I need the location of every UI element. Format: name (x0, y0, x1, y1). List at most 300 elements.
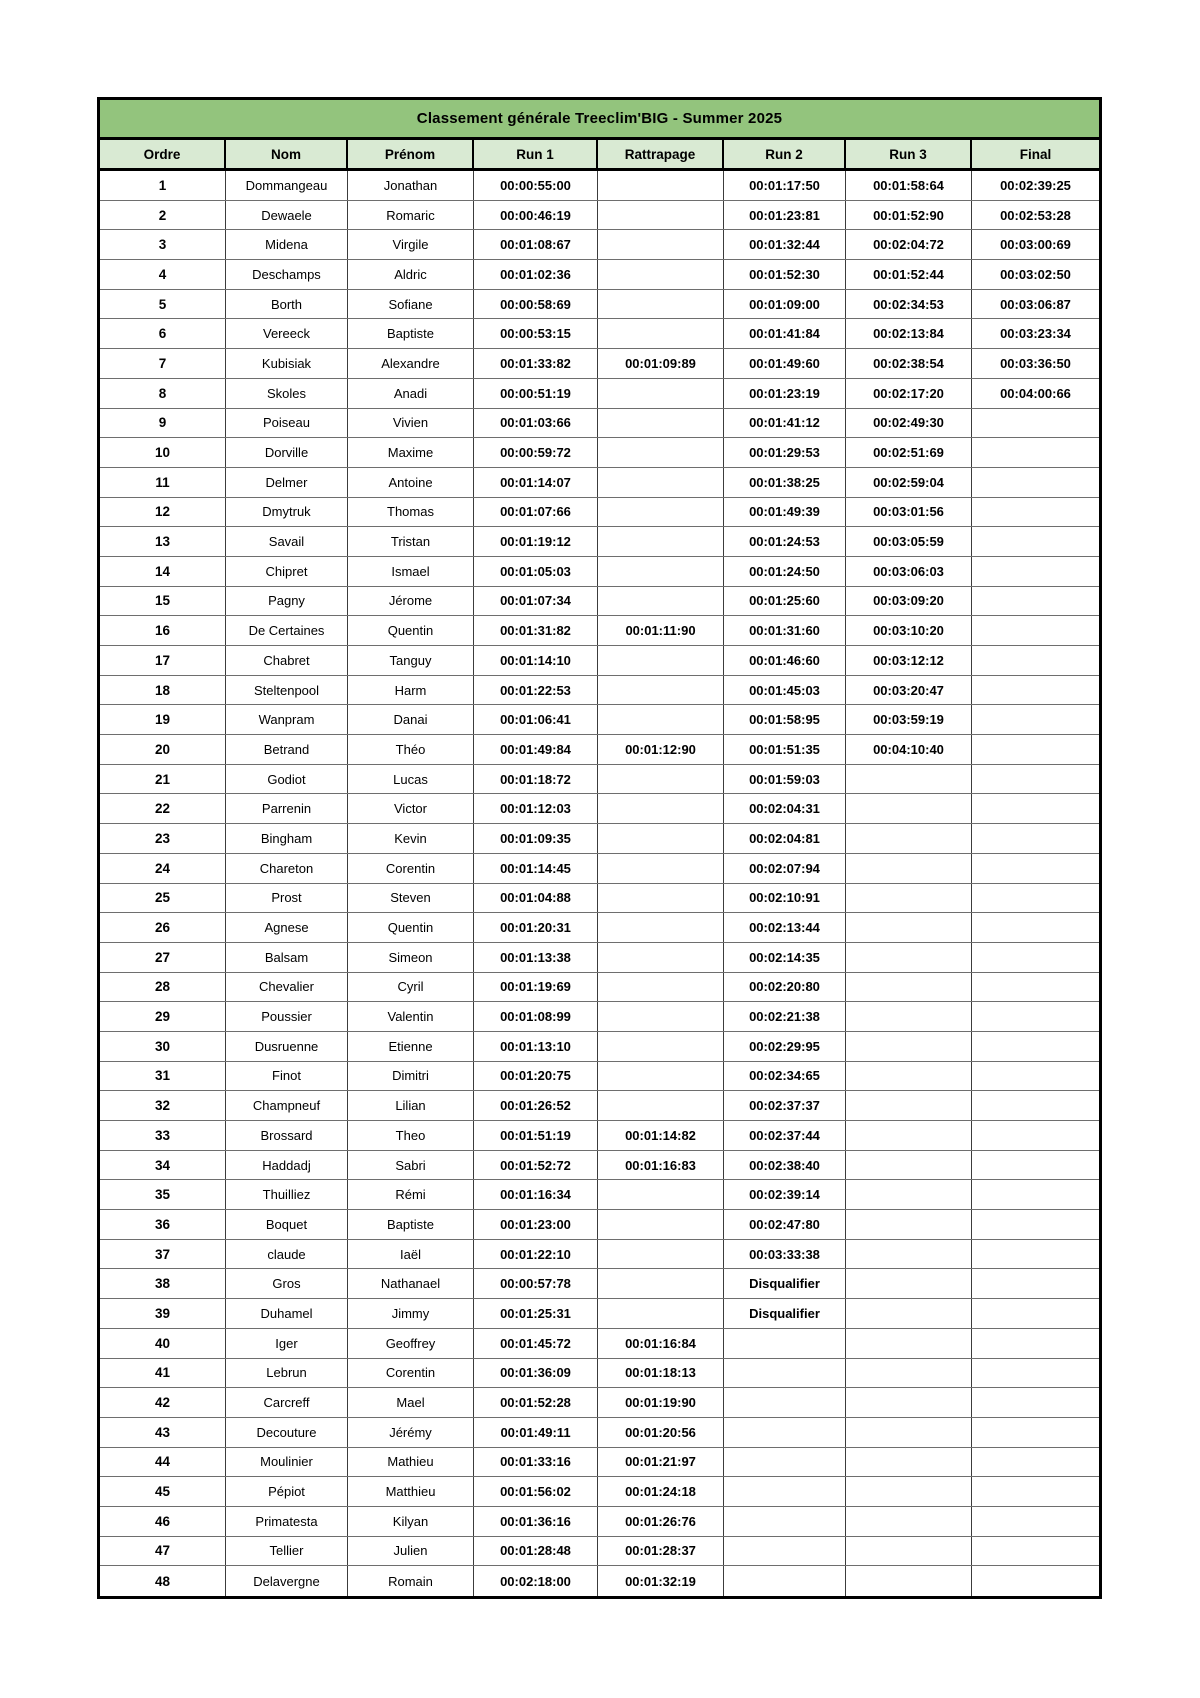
cell-run1: 00:01:49:84 (474, 735, 598, 764)
cell-run3 (846, 1121, 972, 1150)
cell-run2: 00:03:33:38 (724, 1240, 846, 1269)
cell-prenom: Ismael (348, 557, 474, 586)
table-row (100, 1477, 1099, 1507)
cell-nom: Pépiot (226, 1477, 348, 1506)
cell-prenom: Alexandre (348, 349, 474, 378)
cell-run1: 00:01:20:75 (474, 1062, 598, 1091)
cell-nom: Moulinier (226, 1448, 348, 1477)
cell-ordre: 13 (100, 527, 226, 556)
cell-ordre: 11 (100, 468, 226, 497)
cell-rattrapage (598, 379, 724, 408)
cell-rattrapage: 00:01:18:13 (598, 1359, 724, 1388)
column-header-run2: Run 2 (724, 140, 846, 168)
cell-run3 (846, 854, 972, 883)
table-row (100, 765, 1099, 795)
cell-run1: 00:01:09:35 (474, 824, 598, 853)
cell-rattrapage (598, 646, 724, 675)
cell-run1: 00:01:13:38 (474, 943, 598, 972)
cell-run3 (846, 1032, 972, 1061)
cell-rattrapage (598, 854, 724, 883)
cell-run1: 00:01:19:12 (474, 527, 598, 556)
cell-run1: 00:01:33:16 (474, 1448, 598, 1477)
cell-nom: Poussier (226, 1002, 348, 1031)
cell-run2: 00:02:04:81 (724, 824, 846, 853)
cell-run3: 00:03:20:47 (846, 676, 972, 705)
cell-run3: 00:01:58:64 (846, 171, 972, 200)
cell-run3: 00:03:09:20 (846, 587, 972, 616)
table-row (100, 1507, 1099, 1537)
cell-run2: 00:02:04:31 (724, 794, 846, 823)
cell-nom: Tellier (226, 1537, 348, 1566)
table-row (100, 884, 1099, 914)
cell-final (972, 1210, 1099, 1239)
cell-ordre: 10 (100, 438, 226, 467)
table-row (100, 1091, 1099, 1121)
cell-run3: 00:03:05:59 (846, 527, 972, 556)
cell-run1: 00:01:14:45 (474, 854, 598, 883)
cell-run2: 00:02:10:91 (724, 884, 846, 913)
cell-rattrapage: 00:01:16:83 (598, 1151, 724, 1180)
cell-run1: 00:01:06:41 (474, 705, 598, 734)
table-row (100, 824, 1099, 854)
cell-ordre: 24 (100, 854, 226, 883)
cell-final (972, 1299, 1099, 1328)
table-row (100, 290, 1099, 320)
cell-ordre: 36 (100, 1210, 226, 1239)
cell-run1: 00:01:26:52 (474, 1091, 598, 1120)
cell-final (972, 1180, 1099, 1209)
cell-ordre: 33 (100, 1121, 226, 1150)
cell-final: 00:02:39:25 (1000, 177, 1071, 193)
cell-prenom: Rémi (348, 1180, 474, 1209)
table-row (100, 498, 1099, 528)
cell-prenom: Antoine (348, 468, 474, 497)
cell-run2: 00:01:45:03 (724, 676, 846, 705)
cell-prenom: Anadi (348, 379, 474, 408)
cell-run2 (724, 1477, 846, 1506)
cell-rattrapage: 00:01:20:56 (598, 1418, 724, 1447)
cell-prenom: Corentin (348, 854, 474, 883)
cell-run3 (846, 1210, 972, 1239)
cell-run3: 00:03:12:12 (846, 646, 972, 675)
cell-final (972, 676, 1099, 705)
cell-final (972, 438, 1099, 467)
cell-run1: 00:00:55:00 (474, 171, 598, 200)
cell-ordre: 18 (100, 676, 226, 705)
cell-prenom: Sofiane (348, 290, 474, 319)
cell-run3 (846, 943, 972, 972)
cell-final: 00:02:53:28 (1000, 207, 1071, 223)
cell-ordre: 12 (100, 498, 226, 527)
cell-ordre: 31 (100, 1062, 226, 1091)
cell-nom: Chareton (226, 854, 348, 883)
cell-ordre: 6 (100, 319, 226, 348)
cell-rattrapage (598, 1299, 724, 1328)
table-row (100, 794, 1099, 824)
cell-run1: 00:01:16:34 (474, 1180, 598, 1209)
cell-final (972, 705, 1099, 734)
cell-prenom: Simeon (348, 943, 474, 972)
cell-prenom: Jimmy (348, 1299, 474, 1328)
cell-prenom: Valentin (348, 1002, 474, 1031)
cell-rattrapage (598, 824, 724, 853)
cell-run2 (724, 1418, 846, 1447)
cell-run1: 00:01:45:72 (474, 1329, 598, 1358)
cell-ordre: 38 (100, 1269, 226, 1298)
cell-nom: Dorville (226, 438, 348, 467)
cell-run1: 00:01:14:07 (474, 468, 598, 497)
table-row (100, 587, 1099, 617)
cell-run3: 00:03:59:19 (846, 705, 972, 734)
cell-run1: 00:01:03:66 (474, 409, 598, 438)
cell-nom: Betrand (226, 735, 348, 764)
cell-run3: 00:02:38:54 (846, 349, 972, 378)
cell-ordre: 9 (100, 409, 226, 438)
cell-final (972, 557, 1099, 586)
cell-rattrapage (598, 765, 724, 794)
table-row (100, 1329, 1099, 1359)
cell-run2: 00:02:13:44 (724, 913, 846, 942)
column-header-run3: Run 3 (846, 140, 972, 168)
cell-nom: Chabret (226, 646, 348, 675)
cell-ordre: 32 (100, 1091, 226, 1120)
cell-run2: Disqualifier (724, 1269, 846, 1298)
cell-rattrapage: 00:01:16:84 (598, 1329, 724, 1358)
cell-final (972, 1418, 1099, 1447)
cell-ordre: 16 (100, 616, 226, 645)
table-row (100, 646, 1099, 676)
cell-run3: 00:02:59:04 (846, 468, 972, 497)
table-row (100, 438, 1099, 468)
cell-ordre: 8 (100, 379, 226, 408)
cell-nom: Thuilliez (226, 1180, 348, 1209)
cell-nom: Steltenpool (226, 676, 348, 705)
cell-nom: Duhamel (226, 1299, 348, 1328)
cell-rattrapage (598, 438, 724, 467)
cell-final: 00:03:06:87 (1000, 296, 1071, 312)
cell-nom: Primatesta (226, 1507, 348, 1536)
table-row (100, 1388, 1099, 1418)
cell-ordre: 22 (100, 794, 226, 823)
cell-prenom: Jérémy (348, 1418, 474, 1447)
cell-nom: Lebrun (226, 1359, 348, 1388)
cell-prenom: Virgile (348, 230, 474, 259)
cell-run2 (724, 1388, 846, 1417)
cell-prenom: Thomas (348, 498, 474, 527)
cell-run1: 00:01:12:03 (474, 794, 598, 823)
cell-ordre: 26 (100, 913, 226, 942)
cell-prenom: Theo (348, 1121, 474, 1150)
cell-rattrapage (598, 527, 724, 556)
cell-prenom: Baptiste (348, 1210, 474, 1239)
table-row (100, 705, 1099, 735)
cell-run3: 00:03:01:56 (846, 498, 972, 527)
cell-nom: Brossard (226, 1121, 348, 1150)
cell-run1: 00:01:52:28 (474, 1388, 598, 1417)
cell-run2: 00:02:37:37 (724, 1091, 846, 1120)
cell-run2: 00:01:58:95 (724, 705, 846, 734)
cell-nom: Delavergne (226, 1566, 348, 1596)
cell-run1: 00:01:36:16 (474, 1507, 598, 1536)
cell-ordre: 2 (100, 201, 226, 230)
table-header-row (100, 140, 1099, 171)
cell-run1: 00:01:51:19 (474, 1121, 598, 1150)
cell-prenom: Jérome (348, 587, 474, 616)
table-row (100, 1537, 1099, 1567)
cell-ordre: 42 (100, 1388, 226, 1417)
cell-nom: Iger (226, 1329, 348, 1358)
cell-run2 (724, 1448, 846, 1477)
cell-final (972, 616, 1099, 645)
cell-run1: 00:01:23:00 (474, 1210, 598, 1239)
table-row (100, 1566, 1099, 1596)
cell-final (972, 587, 1099, 616)
cell-run2: 00:02:34:65 (724, 1062, 846, 1091)
cell-run1: 00:02:18:00 (474, 1566, 598, 1596)
cell-rattrapage (598, 1002, 724, 1031)
cell-nom: Pagny (226, 587, 348, 616)
cell-rattrapage: 00:01:28:37 (598, 1537, 724, 1566)
table-row (100, 319, 1099, 349)
cell-run2: 00:02:14:35 (724, 943, 846, 972)
cell-ordre: 19 (100, 705, 226, 734)
cell-final (972, 884, 1099, 913)
cell-nom: Parrenin (226, 794, 348, 823)
cell-ordre: 40 (100, 1329, 226, 1358)
cell-ordre: 1 (100, 171, 226, 200)
cell-run2: 00:02:29:95 (724, 1032, 846, 1061)
cell-ordre: 30 (100, 1032, 226, 1061)
cell-final (972, 1151, 1099, 1180)
cell-final (972, 1359, 1099, 1388)
cell-final: 00:04:00:66 (1000, 385, 1071, 401)
cell-nom: Carcreff (226, 1388, 348, 1417)
table-row (100, 854, 1099, 884)
cell-run2: 00:01:24:50 (724, 557, 846, 586)
cell-rattrapage: 00:01:21:97 (598, 1448, 724, 1477)
cell-final (972, 646, 1099, 675)
cell-final (972, 1388, 1099, 1417)
cell-nom: De Certaines (226, 616, 348, 645)
cell-run1: 00:01:28:48 (474, 1537, 598, 1566)
cell-final (972, 1329, 1099, 1358)
column-header-prenom: Prénom (348, 140, 474, 168)
table-row (100, 1032, 1099, 1062)
cell-final (972, 1477, 1099, 1506)
table-row (100, 230, 1099, 260)
cell-nom: Vereeck (226, 319, 348, 348)
cell-run3 (846, 1418, 972, 1447)
cell-run2: 00:02:39:14 (724, 1180, 846, 1209)
cell-run1: 00:01:07:34 (474, 587, 598, 616)
cell-run2: 00:01:49:39 (724, 498, 846, 527)
classement-table (97, 97, 1102, 1599)
cell-rattrapage (598, 1091, 724, 1120)
cell-ordre: 47 (100, 1537, 226, 1566)
cell-ordre: 27 (100, 943, 226, 972)
cell-nom: Chevalier (226, 973, 348, 1002)
cell-run2: 00:01:59:03 (724, 765, 846, 794)
cell-run2: 00:02:37:44 (724, 1121, 846, 1150)
cell-prenom: Corentin (348, 1359, 474, 1388)
cell-rattrapage (598, 171, 724, 200)
cell-run3 (846, 1151, 972, 1180)
cell-prenom: Iaël (348, 1240, 474, 1269)
cell-run3 (846, 1448, 972, 1477)
cell-ordre: 29 (100, 1002, 226, 1031)
cell-prenom: Kevin (348, 824, 474, 853)
cell-prenom: Mathieu (348, 1448, 474, 1477)
cell-run3 (846, 1002, 972, 1031)
cell-ordre: 14 (100, 557, 226, 586)
cell-run2: 00:01:31:60 (724, 616, 846, 645)
cell-run2: 00:01:49:60 (724, 349, 846, 378)
cell-run2: 00:01:25:60 (724, 587, 846, 616)
cell-final: 00:03:23:34 (1000, 326, 1071, 342)
cell-final (972, 1566, 1099, 1596)
cell-rattrapage: 00:01:14:82 (598, 1121, 724, 1150)
cell-run3 (846, 913, 972, 942)
cell-final (972, 794, 1099, 823)
cell-run3: 00:02:51:69 (846, 438, 972, 467)
cell-prenom: Tanguy (348, 646, 474, 675)
cell-prenom: Quentin (348, 616, 474, 645)
cell-nom: Balsam (226, 943, 348, 972)
cell-nom: Wanpram (226, 705, 348, 734)
cell-nom: Dewaele (226, 201, 348, 230)
cell-run1: 00:01:31:82 (474, 616, 598, 645)
cell-prenom: Harm (348, 676, 474, 705)
table-row (100, 171, 1099, 201)
table-row (100, 201, 1099, 231)
cell-nom: Chipret (226, 557, 348, 586)
cell-prenom: Mael (348, 1388, 474, 1417)
cell-final (972, 1121, 1099, 1150)
column-header-final: Final (1019, 146, 1052, 162)
cell-run2 (724, 1566, 846, 1596)
cell-nom: Borth (226, 290, 348, 319)
cell-run1: 00:01:07:66 (474, 498, 598, 527)
cell-run1: 00:01:14:10 (474, 646, 598, 675)
cell-run3 (846, 1537, 972, 1566)
cell-run3 (846, 1507, 972, 1536)
cell-final (972, 1448, 1099, 1477)
cell-rattrapage (598, 319, 724, 348)
table-row (100, 1121, 1099, 1151)
cell-prenom: Lucas (348, 765, 474, 794)
cell-ordre: 37 (100, 1240, 226, 1269)
cell-prenom: Victor (348, 794, 474, 823)
cell-rattrapage: 00:01:11:90 (598, 616, 724, 645)
cell-run1: 00:00:51:19 (474, 379, 598, 408)
cell-nom: claude (226, 1240, 348, 1269)
cell-final (972, 973, 1099, 1002)
table-row (100, 676, 1099, 706)
cell-ordre: 44 (100, 1448, 226, 1477)
cell-prenom: Matthieu (348, 1477, 474, 1506)
cell-run2: 00:02:20:80 (724, 973, 846, 1002)
cell-run1: 00:01:22:53 (474, 676, 598, 705)
table-row (100, 943, 1099, 973)
cell-final (972, 1507, 1099, 1536)
cell-run3 (846, 1180, 972, 1209)
cell-run1: 00:01:08:99 (474, 1002, 598, 1031)
cell-rattrapage (598, 468, 724, 497)
table-row (100, 260, 1099, 290)
cell-run2: 00:01:23:19 (724, 379, 846, 408)
cell-final (972, 1269, 1099, 1298)
cell-final (972, 913, 1099, 942)
column-header-ordre: Ordre (100, 140, 226, 168)
cell-nom: Delmer (226, 468, 348, 497)
cell-prenom: Sabri (348, 1151, 474, 1180)
cell-run2: 00:01:29:53 (724, 438, 846, 467)
cell-rattrapage (598, 1180, 724, 1209)
cell-prenom: Cyril (348, 973, 474, 1002)
cell-prenom: Romain (348, 1566, 474, 1596)
column-header-rattrapage: Rattrapage (598, 140, 724, 168)
cell-rattrapage (598, 1240, 724, 1269)
cell-nom: Kubisiak (226, 349, 348, 378)
cell-run3 (846, 1091, 972, 1120)
cell-run1: 00:01:49:11 (474, 1418, 598, 1447)
cell-nom: Champneuf (226, 1091, 348, 1120)
cell-run1: 00:01:20:31 (474, 913, 598, 942)
cell-nom: Decouture (226, 1418, 348, 1447)
cell-rattrapage (598, 409, 724, 438)
cell-rattrapage (598, 794, 724, 823)
cell-ordre: 5 (100, 290, 226, 319)
cell-run2: 00:01:41:84 (724, 319, 846, 348)
cell-rattrapage (598, 498, 724, 527)
cell-run2: 00:01:23:81 (724, 201, 846, 230)
cell-ordre: 21 (100, 765, 226, 794)
cell-run3: 00:01:52:44 (846, 260, 972, 289)
cell-run2: 00:02:38:40 (724, 1151, 846, 1180)
cell-rattrapage (598, 913, 724, 942)
cell-run3 (846, 1477, 972, 1506)
cell-prenom: Etienne (348, 1032, 474, 1061)
cell-run2: 00:01:17:50 (724, 171, 846, 200)
cell-nom: Finot (226, 1062, 348, 1091)
cell-run3 (846, 884, 972, 913)
cell-run1: 00:00:57:78 (474, 1269, 598, 1298)
column-header-nom: Nom (226, 140, 348, 168)
cell-prenom: Nathanael (348, 1269, 474, 1298)
cell-run1: 00:01:56:02 (474, 1477, 598, 1506)
cell-run3: 00:03:06:03 (846, 557, 972, 586)
cell-rattrapage (598, 943, 724, 972)
cell-final (972, 1062, 1099, 1091)
cell-ordre: 46 (100, 1507, 226, 1536)
cell-nom: Prost (226, 884, 348, 913)
cell-final (972, 824, 1099, 853)
cell-rattrapage (598, 260, 724, 289)
cell-prenom: Quentin (348, 913, 474, 942)
table-row (100, 409, 1099, 439)
table-row (100, 468, 1099, 498)
cell-nom: Dusruenne (226, 1032, 348, 1061)
table-row (100, 1151, 1099, 1181)
cell-prenom: Vivien (348, 409, 474, 438)
table-row (100, 1062, 1099, 1092)
cell-run3 (846, 824, 972, 853)
cell-run1: 00:01:13:10 (474, 1032, 598, 1061)
cell-nom: Dommangeau (226, 171, 348, 200)
cell-rattrapage (598, 676, 724, 705)
cell-final (972, 498, 1099, 527)
cell-run2: 00:02:47:80 (724, 1210, 846, 1239)
